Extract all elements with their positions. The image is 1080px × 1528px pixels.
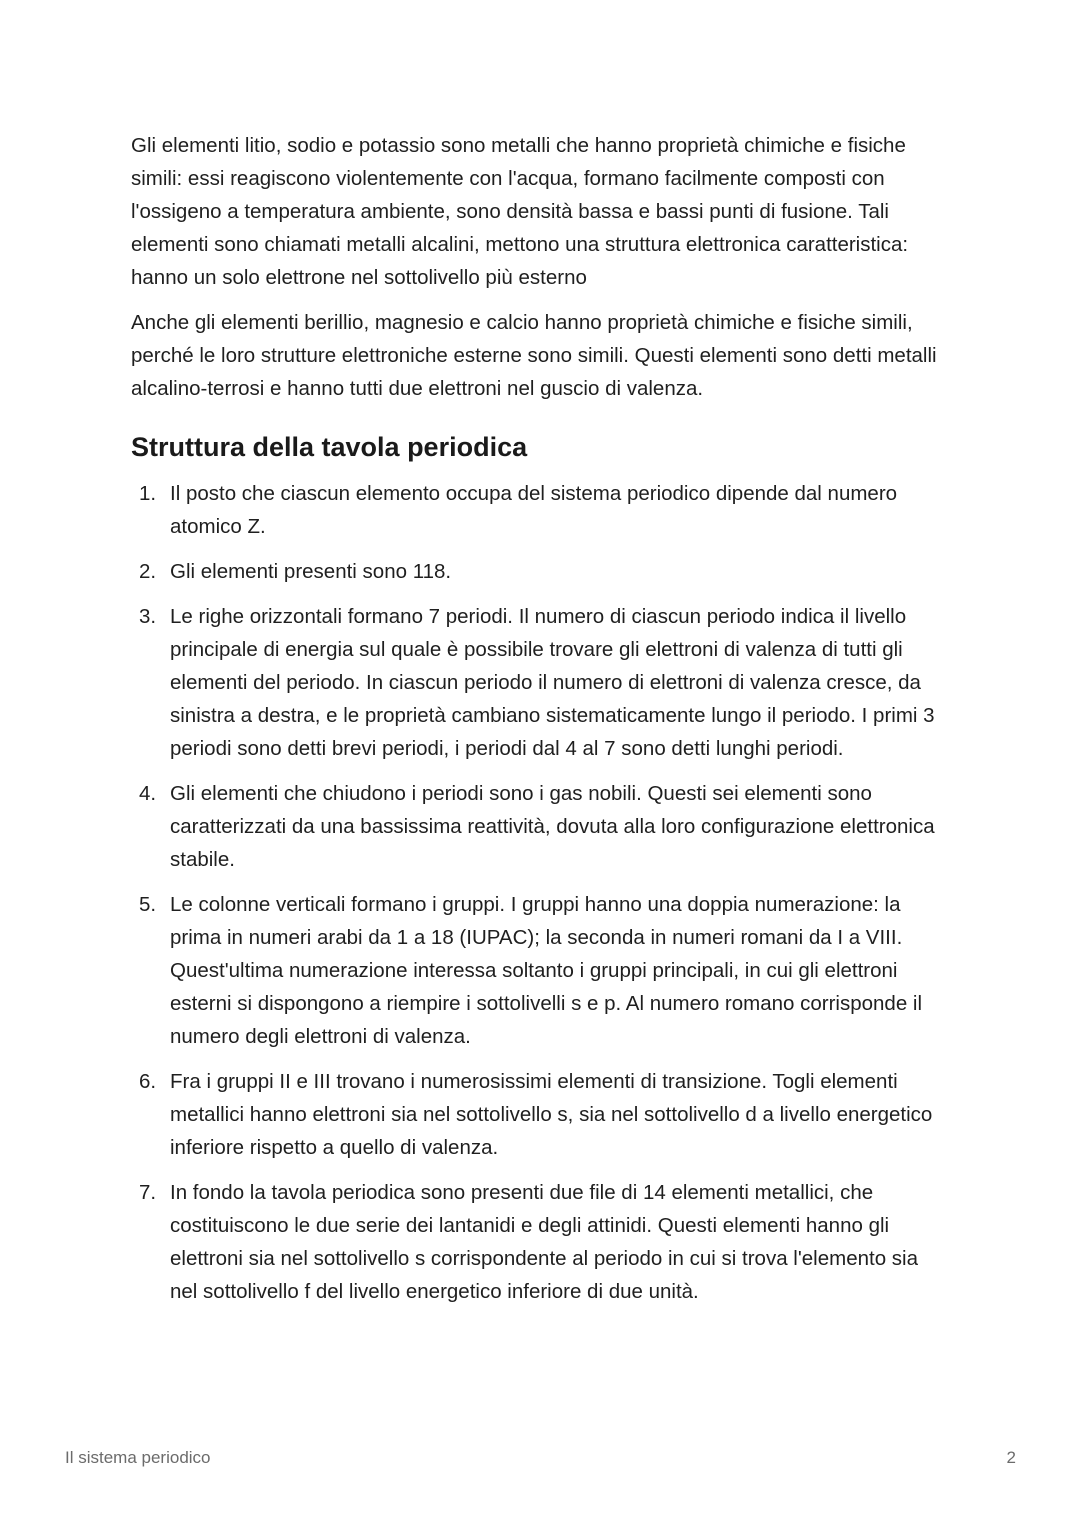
list-item-text: Le righe orizzontali formano 7 periodi. Il numero di ciascun periodo indica il livello principale di energia sul quale è possibile trovare gli elettroni di valenza di tutti gli elementi del periodo. In ciascun periodo il numero di elettroni di valenza cresce, da sinistra a destra, e le proprietà cambiano sistematicamente lungo il periodo. I primi 3 periodi sono detti brevi periodi, i periodi dal 4 al 7 sono detti lunghi periodi. (170, 605, 935, 760)
list-item-text: Gli elementi che chiudono i periodi sono i gas nobili. Questi sei elementi sono caratterizzati da una bassissima reattività, dovuta alla loro configurazione elettronica stabile. (170, 782, 935, 871)
list-item-number: 6. (139, 1070, 157, 1093)
list-item (131, 888, 951, 1053)
list-item-number: 2. (139, 560, 157, 583)
footer-page-number: 2 (1006, 1448, 1016, 1467)
list-item-text: Fra i gruppi II e III trovano i numerosissimi elementi di transizione. Togli elementi metallici hanno elettroni sia nel sottolivello s, sia nel sottolivello d a livello energetico inferiore rispetto a quello di valenza. (170, 1070, 933, 1159)
list-item (131, 555, 951, 588)
list-item-number: 1. (139, 482, 157, 505)
list-item-text: Il posto che ciascun elemento occupa del sistema periodico dipende dal numero atomico Z. (170, 482, 898, 538)
list-item-text: Gli elementi presenti sono 118. (170, 560, 452, 583)
list-item (131, 777, 951, 876)
list-item-number: 5. (139, 893, 157, 916)
list-item (131, 1176, 951, 1308)
page-content (131, 129, 951, 1320)
section-heading: Struttura della tavola periodica (131, 432, 528, 462)
list-item-text: Le colonne verticali formano i gruppi. I gruppi hanno una doppia numerazione: la prima in numeri arabi da 1 a 18 (IUPAC); la seconda in numeri romani da I a VIII. Quest'ultima numerazione interessa soltanto i gruppi principali, in cui gli elettroni esterni si dispongono a riempire i sottolivelli s e p. Al numero romano corrisponde il numero degli elettroni di valenza. (170, 893, 923, 1048)
list-item (131, 600, 951, 765)
footer-document-title: Il sistema periodico (65, 1448, 211, 1467)
list-item-number: 3. (139, 605, 157, 628)
list-item-text: In fondo la tavola periodica sono presenti due file di 14 elementi metallici, che costituiscono le due serie dei lantanidi e degli attinidi. Questi elementi hanno gli elettroni sia nel sottolivello s corrispondente al periodo in cui si trova l'elemento sia nel sottolivello f del livello energetico inferiore di due unità. (170, 1181, 918, 1303)
paragraph-metalli-alcalini: Gli elementi litio, sodio e potassio sono metalli che hanno proprietà chimiche e fisiche simili: essi reagiscono violentemente con l'acqua, formano facilmente composti con l'ossigeno a temperatura ambiente, sono densità bassa e bassi punti di fusione. Tali elementi sono chiamati metalli alcalini, mettono una struttura elettronica caratteristica: hanno un solo elettrone nel sottolivello più esterno (131, 134, 909, 289)
list-item (131, 477, 951, 543)
list-item-number: 4. (139, 782, 157, 805)
list-item-number: 7. (139, 1181, 157, 1204)
list-item (131, 1065, 951, 1164)
numbered-list (131, 477, 951, 1308)
paragraph-metalli-alcalino-terrosi: Anche gli elementi berillio, magnesio e calcio hanno proprietà chimiche e fisiche simili, perché le loro strutture elettroniche esterne sono simili. Questi elementi sono detti metalli alcalino-terrosi e hanno tutti due elettroni nel guscio di valenza. (131, 311, 937, 400)
